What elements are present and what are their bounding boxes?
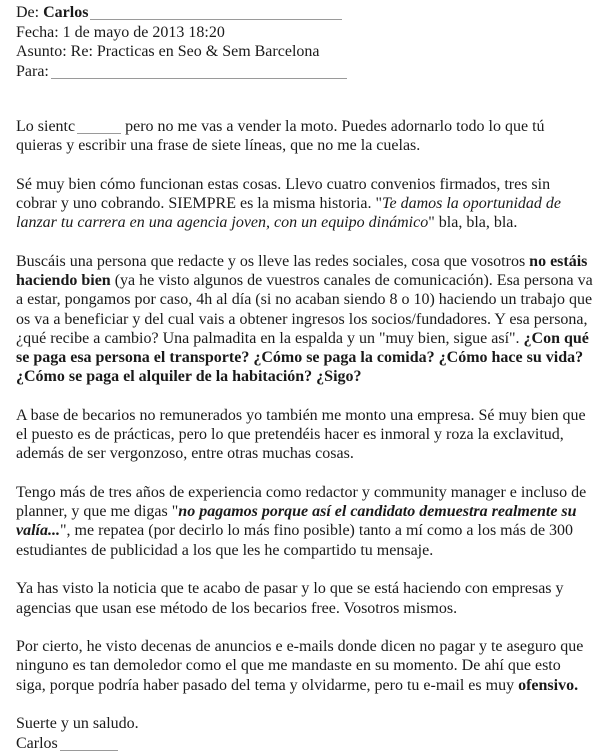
from-line [16,3,347,23]
redacted-name [77,132,121,134]
email-header [16,3,347,81]
paragraph-7: Por cierto, he visto decenas de anuncios e e-mails donde dicen no pagar y te aseguro que ninguno es tan demoledor como el que me mandaste en su momento. De ahí que esto siga, porque podría haber pasado del tema y olvidarme, pero tu e-mail es muy ofensivo. [16,638,584,694]
signature-line [16,734,594,753]
paragraph-3: Buscáis una persona que redacte y os lleve las redes sociales, cosa que vosotros no estáis haciendo bien (ya he visto algunos de vuestros canales de comunicación). Esa persona va a estar, pongamos por caso, 4h al día (si no acaban siendo 8 o 10) haciendo un trabajo que os va a beneficiar y del cual vais a obtener ingresos los socios/fundadores. Y esa persona, ¿qué recibe a cambio? Una palmadita en la espalda y un "muy bien, sigue así". ¿Con qué se paga esa persona el transporte? ¿Cómo se paga la comida? ¿Cómo hace su vida? ¿Cómo se paga el alquiler de la habitación? ¿Sigo? [16,253,593,386]
date-line [16,23,347,43]
paragraph-6: Ya has visto la noticia que te acabo de pasar y lo que se está haciendo con empresas y agencias que usan ese método de los becarios free. Vosotros mismos. [16,580,564,617]
subject-line [16,42,347,62]
redacted-surname [60,749,118,751]
paragraph-1: Lo sientc pero no me vas a vender la moto. Puedes adornarlo todo lo que tú quieras y escribir una frase de siete líneas, que no me la cuelas. [16,118,545,155]
from-value: Carlos [43,4,89,21]
to-line [16,62,347,82]
signature: Carlos [16,734,58,752]
to-label: Para: [16,62,49,80]
date-label: Fecha: [16,23,63,41]
subject-value: Re: Practicas en Seo & Sem Barcelona [70,43,320,60]
from-label: De: [16,4,44,21]
redacted-recipient [51,77,347,79]
quoted-justification: no pagamos porque así el candidato demuestra realmente su valía... [16,503,577,540]
rhetorical-questions: ¿Con qué se paga esa persona el transporte? ¿Cómo se paga la comida? ¿Cómo hace su vida? ¿Cómo se paga el alquiler de la habitación? ¿Sigo? [16,329,589,386]
date-value: 1 de mayo de 2013 18:20 [62,23,225,41]
paragraph-5: Tengo más de tres años de experiencia como redactor y community manager e incluso de planner, y que me digas "no pagamos porque así el candidato demuestra realmente su valía...", me repatea (por decirlo lo más fino posible) tanto a mí como a los más de 300 estudiantes de publicidad a los que les he compartido tu mensaje. [16,484,587,559]
closing: Suerte y un saludo. [16,715,139,733]
email-body [16,117,594,753]
quoted-offer: Te damos la oportunidad de lanzar tu carrera en una agencia joven, con un equipo dinámico [16,195,562,232]
paragraph-4: A base de becarios no remunerados yo también me monto una empresa. Sé muy bien que el puesto es de prácticas, pero lo que pretendéis hacer es inmoral y roza la exclavitud, además de ser vergonzoso, entre otras muchas cosas. [16,406,586,463]
redacted-email [90,18,342,20]
paragraph-2: Sé muy bien cómo funcionan estas cosas. Llevo cuatro convenios firmados, tres sin cobrar y uno cobrando. SIEMPRE es la misma historia. "Te damos la oportunidad de lanzar tu carrera en una agencia joven, con un equipo dinámico" bla, bla, bla. [16,175,562,232]
subject-label: Asunto: [16,43,71,60]
